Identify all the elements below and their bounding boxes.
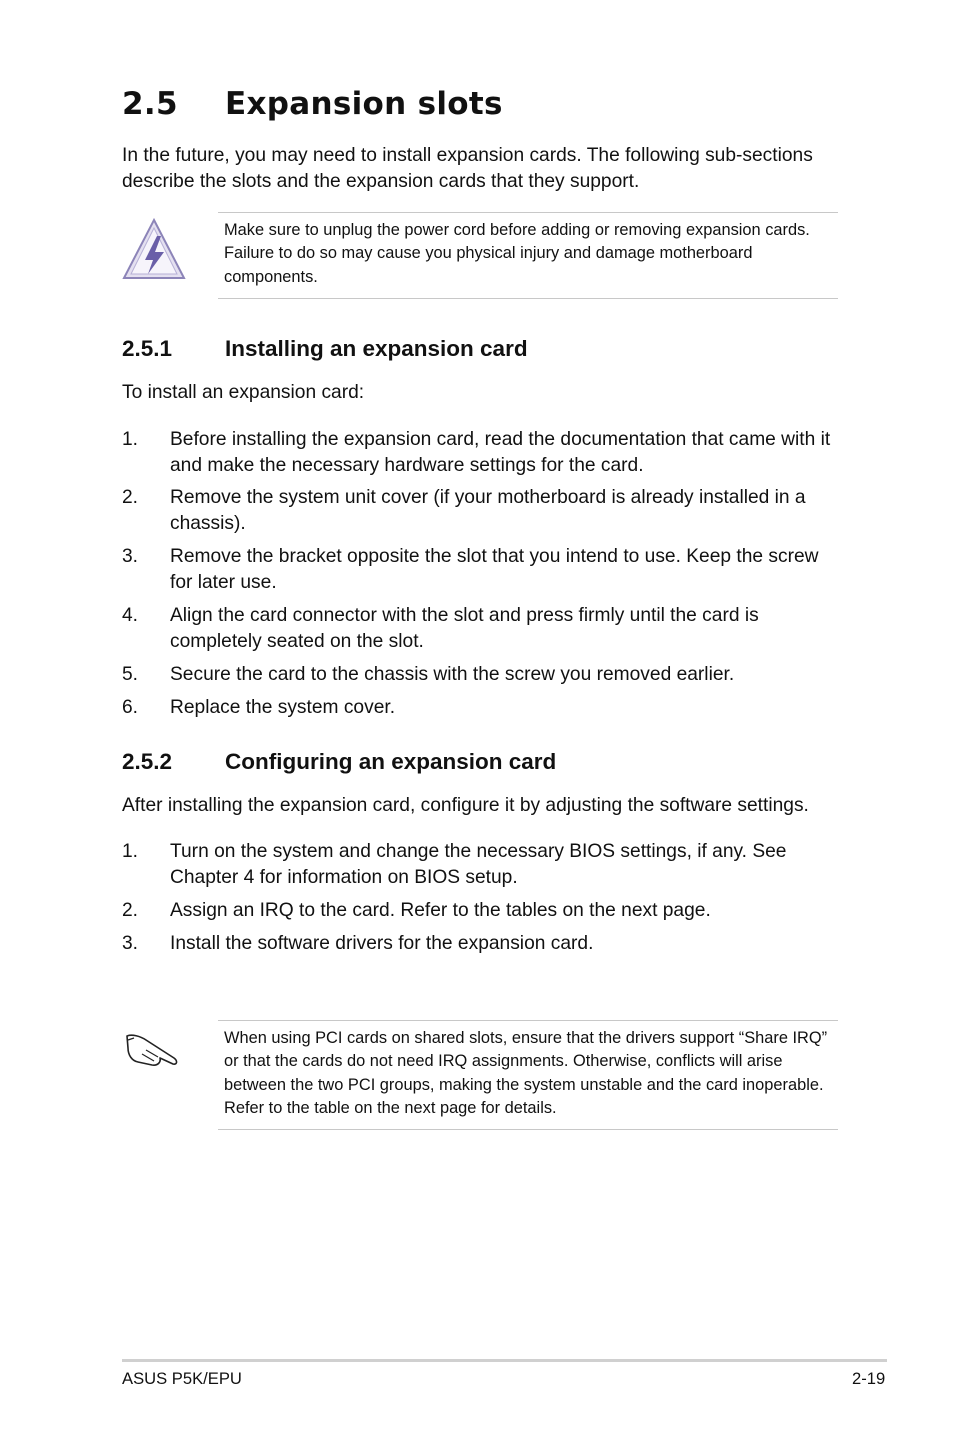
- step-text: Remove the bracket opposite the slot that you intend to use. Keep the screw for later use.: [170, 546, 819, 593]
- subsection-number: 2.5.1: [122, 336, 173, 361]
- step-text: Remove the system unit cover (if your motherboard is already installed in a chassis).: [170, 487, 806, 534]
- step-number: 3.: [122, 546, 139, 567]
- subsection-number: 2.5.2: [122, 749, 173, 774]
- step-number: 5.: [122, 664, 139, 685]
- list-item: [122, 931, 842, 957]
- step-number: 4.: [122, 605, 139, 626]
- step-text: Turn on the system and change the necessary BIOS settings, if any. See Chapter 4 for information on BIOS setup.: [170, 841, 787, 888]
- footer-product: ASUS P5K/EPU: [122, 1369, 242, 1388]
- warning-note: [218, 212, 838, 299]
- configure-steps-list: [122, 839, 842, 957]
- subsection-title: Installing an expansion card: [225, 336, 528, 361]
- hand-note-text: When using PCI cards on shared slots, ensure that the drivers support “Share IRQ” or that the cards do not need IRQ assignments. Otherwise, conflicts will arise between the two PCI groups, making the system unstable and the card inoperable. Refer to the table on the next page for details.: [224, 1029, 828, 1117]
- subsection-title: Configuring an expansion card: [225, 749, 557, 774]
- hand-note: [218, 1020, 838, 1130]
- list-item: [122, 839, 842, 891]
- section-title: Expansion slots: [225, 86, 503, 122]
- warning-note-text: Make sure to unplug the power cord before adding or removing expansion cards. Failure to do so may cause you physical injury and damage motherboard components.: [224, 221, 810, 286]
- intro-paragraph: In the future, you may need to install expansion cards. The following sub-sections describe the slots and the expansion cards that they support.: [122, 145, 813, 192]
- list-item: [122, 544, 842, 596]
- step-text: Align the card connector with the slot and press firmly until the card is completely seated on the slot.: [170, 605, 759, 652]
- list-item: [122, 695, 842, 721]
- section-number: 2.5: [122, 86, 178, 122]
- step-text: Before installing the expansion card, read the documentation that came with it and make the necessary hardware settings for the card.: [170, 429, 831, 476]
- step-number: 1.: [122, 429, 139, 450]
- step-text: Install the software drivers for the expansion card.: [170, 933, 594, 954]
- subsection-heading-installing: [122, 336, 528, 362]
- step-text: Secure the card to the chassis with the screw you removed earlier.: [170, 664, 735, 685]
- list-item: [122, 485, 842, 537]
- step-text: Replace the system cover.: [170, 697, 396, 718]
- step-number: 2.: [122, 900, 139, 921]
- install-steps-list: [122, 427, 842, 721]
- step-number: 3.: [122, 933, 139, 954]
- footer-divider: [122, 1359, 887, 1362]
- list-item: [122, 662, 842, 688]
- pointing-hand-icon: [124, 1028, 182, 1070]
- step-text: Assign an IRQ to the card. Refer to the tables on the next page.: [170, 900, 711, 921]
- list-item: [122, 603, 842, 655]
- configure-lead: After installing the expansion card, configure it by adjusting the software settings.: [122, 795, 809, 816]
- subsection-heading-configuring: [122, 749, 556, 775]
- section-heading: [122, 86, 503, 122]
- footer-page-number: 2-19: [852, 1369, 886, 1388]
- list-item: [122, 427, 842, 479]
- list-item: [122, 898, 842, 924]
- step-number: 2.: [122, 487, 139, 508]
- step-number: 6.: [122, 697, 139, 718]
- warning-lightning-icon: [120, 216, 188, 282]
- install-lead: To install an expansion card:: [122, 382, 365, 403]
- step-number: 1.: [122, 841, 139, 862]
